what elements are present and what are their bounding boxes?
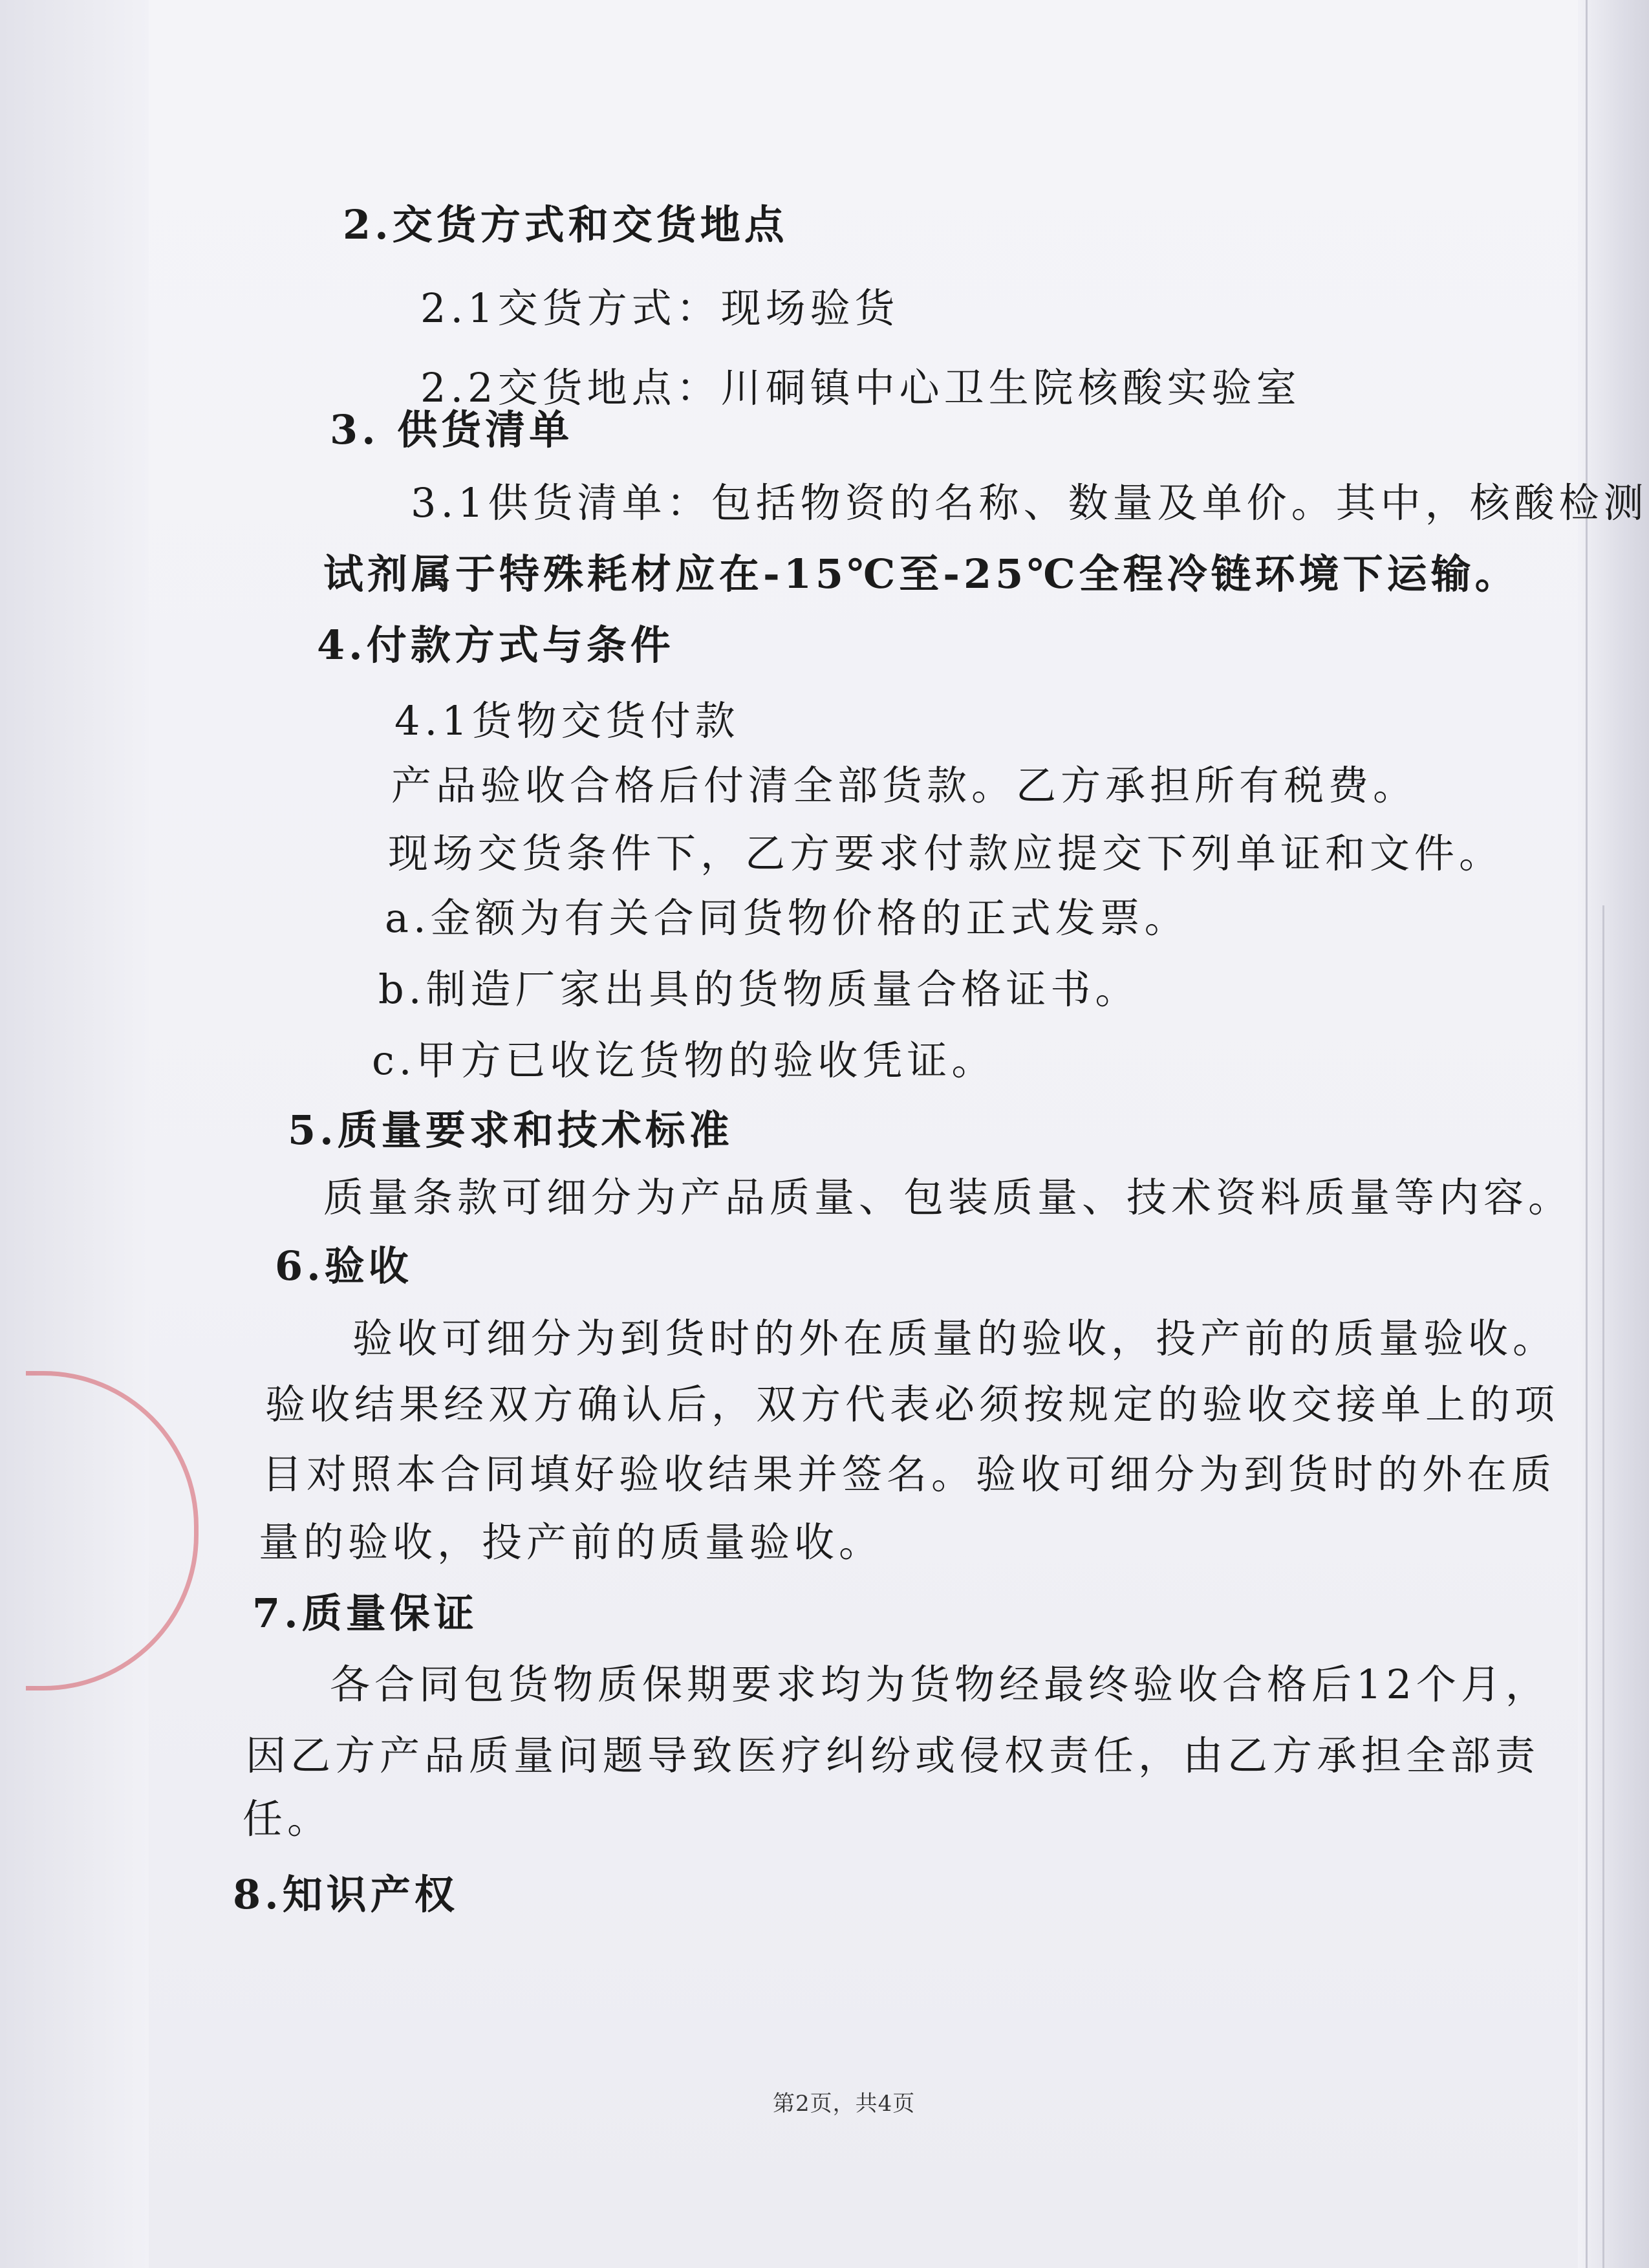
document-requirements-intro: 现场交货条件下，乙方要求付款应提交下列单证和文件。 xyxy=(388,830,1504,877)
clause-2-1: 2.1交货方式：现场验货 xyxy=(420,285,900,332)
acceptance-paragraph-line-4: 量的验收，投产前的质量验收。 xyxy=(259,1518,884,1566)
page-shadow-left xyxy=(0,0,149,2268)
page-number-footer: 第2页，共4页 xyxy=(773,2091,916,2117)
section-heading-3: 3. 供货清单 xyxy=(330,406,574,453)
page-stack-right xyxy=(1578,0,1649,2268)
section-heading-8: 8.知识产权 xyxy=(233,1871,458,1918)
section-heading-5: 5.质量要求和技术标准 xyxy=(288,1107,733,1154)
acceptance-paragraph-line-2: 验收结果经双方确认后，双方代表必须按规定的验收交接单上的项 xyxy=(265,1381,1560,1428)
section-heading-2: 2.交货方式和交货地点 xyxy=(343,201,788,248)
clause-3-1-continued: 试剂属于特殊耗材应在-15℃至-25℃全程冷链环境下运输。 xyxy=(323,550,1519,598)
section-heading-4: 4.付款方式与条件 xyxy=(317,621,674,669)
warranty-paragraph-line-1: 各合同包货物质保期要求均为货物经最终验收合格后12个月， xyxy=(330,1661,1550,1708)
warranty-paragraph-line-2: 因乙方产品质量问题导致医疗纠纷或侵权责任，由乙方承担全部责 xyxy=(246,1732,1540,1779)
acceptance-paragraph-line-3: 目对照本合同填好验收结果并签名。验收可细分为到货时的外在质 xyxy=(262,1451,1557,1498)
quality-paragraph: 质量条款可细分为产品质量、包装质量、技术资料质量等内容。 xyxy=(323,1174,1573,1221)
page-edge xyxy=(1586,0,1588,2268)
clause-3-1: 3.1供货清单：包括物资的名称、数量及单价。其中，核酸检测 xyxy=(411,479,1648,526)
page-edge xyxy=(1602,905,1604,2268)
document-item-a: a.金额为有关合同货物价格的正式发票。 xyxy=(385,894,1189,942)
section-heading-7: 7.质量保证 xyxy=(252,1590,478,1637)
acceptance-paragraph-line-1: 验收可细分为到货时的外在质量的验收，投产前的质量验收。 xyxy=(352,1315,1558,1362)
document-item-b: b.制造厂家出具的货物质量合格证书。 xyxy=(378,966,1140,1013)
warranty-paragraph-line-3: 任。 xyxy=(242,1795,332,1842)
payment-paragraph: 产品验收合格后付清全部货款。乙方承担所有税费。 xyxy=(391,762,1418,809)
clause-4-1: 4.1货物交货付款 xyxy=(394,697,740,744)
section-heading-6: 6.验收 xyxy=(275,1242,413,1290)
clause-2-2: 2.2交货地点：川硐镇中心卫生院核酸实验室 xyxy=(420,364,1301,411)
document-item-c: c.甲方已收讫货物的验收凭证。 xyxy=(372,1037,997,1084)
